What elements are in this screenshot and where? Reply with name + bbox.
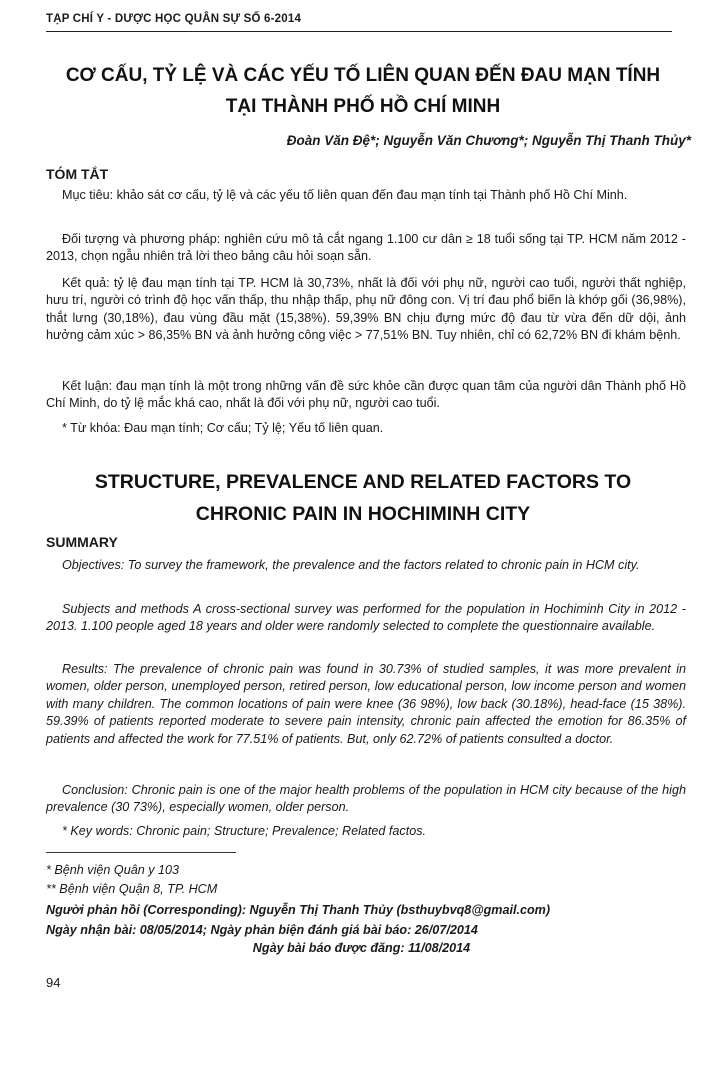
english-title-line-1: STRUCTURE, PREVALENCE AND RELATED FACTORS TO [94,471,632,493]
footnote-affiliation-2: ** Bệnh viện Quận 8, TP. HCM [46,882,218,896]
vi-conclusion-paragraph: Kết luận: đau mạn tính là một trong những vấn đề sức khỏe cần được quan tâm của người dân Thành phố Hồ Chí Minh, do tỷ lệ mắc khá cao, nhất là đối với phụ nữ, người cao tuổi. [46,379,686,411]
header-divider [46,31,672,32]
english-summary-heading: SUMMARY [46,534,118,550]
vietnamese-title [30,60,696,122]
vietnamese-summary-heading: TÓM TẮT [46,166,109,182]
vietnamese-title-line-1: CƠ CẤU, TỶ LỆ VÀ CÁC YẾU TỐ LIÊN QUAN ĐẾN ĐAU MẠN TÍNH [65,65,661,86]
journal-header: TẠP CHÍ Y - DƯỢC HỌC QUÂN SỰ SỐ 6-2014 [46,13,302,25]
footnote-divider [46,852,236,853]
en-objectives-paragraph: Objectives: To survey the framework, the prevalence and the factors related to chronic pain in HCM city. [62,558,640,572]
en-methods-paragraph: Subjects and methods A cross-sectional survey was performed for the population in Hochiminh City in 2012 - 2013. 1.100 people aged 18 years and older were randomly selected to complete the questionnaire available. [46,602,686,634]
vi-keywords-paragraph: * Từ khóa: Đau mạn tính; Cơ cấu; Tỷ lệ; Yếu tố liên quan. [62,421,384,435]
authors: Đoàn Văn Đệ*; Nguyễn Văn Chương*; Nguyễn Thị Thanh Thủy* [286,133,691,148]
en-conclusion-paragraph: Conclusion: Chronic pain is one of the major health problems of the population in HCM city because of the high prevalence (30 73%), especially women, older person. [46,783,686,815]
vietnamese-title-line-2: TẠI THÀNH PHỐ HỒ CHÍ MINH [225,96,501,117]
vi-results-paragraph: Kết quả: tỷ lệ đau mạn tính tại TP. HCM là 30,73%, nhất là đối với phụ nữ, người cao tuổi, người thất nghiệp, hưu trí, người có trình độ học vấn thấp, thu nhập thấp, phụ nữ đông con. Vị trí đau phổ biến là khớp gối (36,98%), thắt lưng (30,18%), đau vùng đầu mặt (15,38%). 59,39% BN chịu đựng mức độ đau từ vừa đến dữ dội, ảnh hưởng cảm xúc > 86,35% BN và ảnh hưởng công việc > 77,51% BN. Tuy nhiên, chỉ có 62,72% BN đi khám bệnh. [46,276,686,343]
footnote-affiliation-1: * Bệnh viện Quân y 103 [46,863,180,877]
en-results-paragraph: Results: The prevalence of chronic pain was found in 30.73% of studied samples, it was more prevalent in women, older person, unemployed person, retired person, low educational person, low income person and women with many children. The common locations of pain were knee (36 98%), low back (30.18%), head-face (15 38%). 59.39% of patients reported moderate to severe pain intensity, chronic pain affected the emotion for 86.35% of patients and affected the work for 77.51% of patients. But, only 62.72% of patients consulted a doctor. [46,662,686,746]
page-number: 94 [46,975,61,990]
english-title [30,466,696,530]
vi-methods-paragraph: Đối tượng và phương pháp: nghiên cứu mô tả cắt ngang 1.100 cư dân ≥ 18 tuổi sống tại TP. HCM năm 2012 - 2013, chọn ngẫu nhiên trả lời theo bảng câu hỏi soạn sẵn. [46,232,686,264]
accepted-date: Ngày bài báo được đăng: 11/08/2014 [252,941,471,955]
received-reviewed-dates: Ngày nhận bài: 08/05/2014; Ngày phản biện đánh giá bài báo: 26/07/2014 [46,923,478,937]
english-title-line-2: CHRONIC PAIN IN HOCHIMINH CITY [195,503,531,525]
corresponding-author: Người phản hồi (Corresponding): Nguyễn Thị Thanh Thủy (bsthuybvq8@gmail.com) [46,903,551,917]
vi-objective-paragraph: Mục tiêu: khảo sát cơ cấu, tỷ lệ và các yếu tố liên quan đến đau mạn tính tại Thành phố Hồ Chí Minh. [62,188,628,202]
en-keywords-paragraph: * Key words: Chronic pain; Structure; Prevalence; Related factos. [62,824,426,838]
